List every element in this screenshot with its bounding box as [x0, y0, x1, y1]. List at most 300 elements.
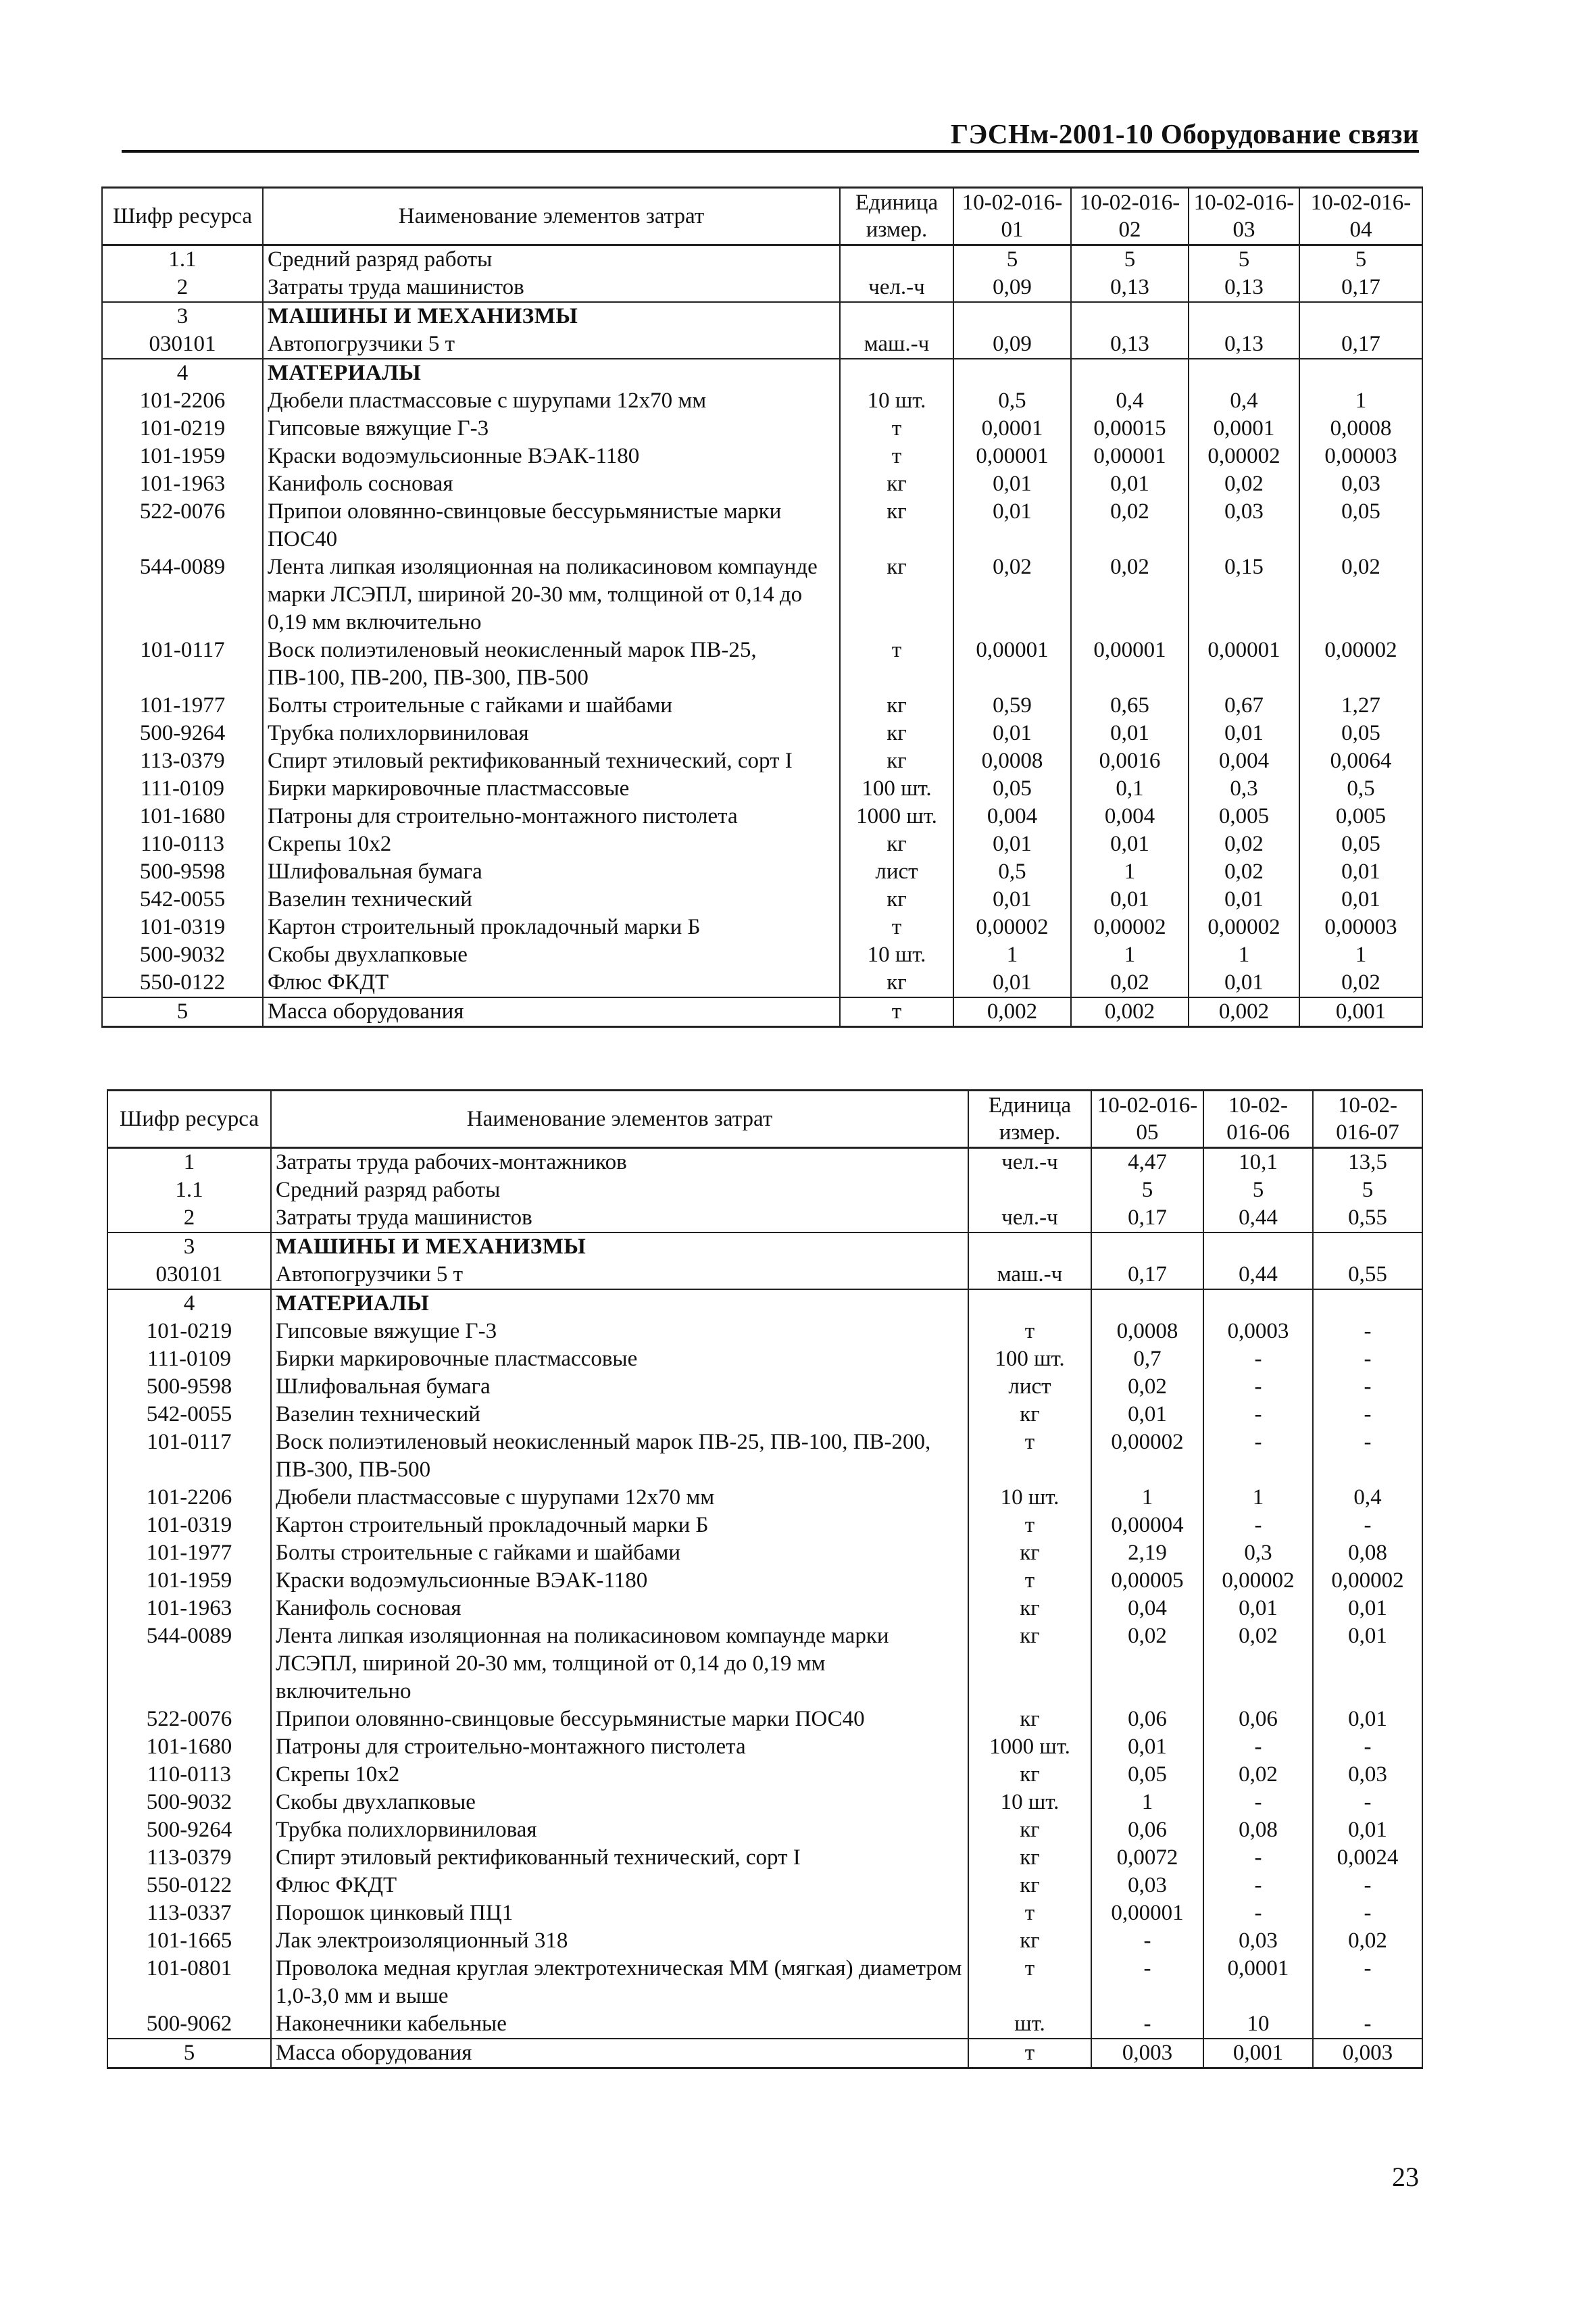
table-row — [102, 359, 1422, 387]
value-cell: - — [1091, 1955, 1203, 2010]
value-cell: 0,00002 — [953, 914, 1071, 941]
value-cell: 0,001 — [1299, 997, 1422, 1027]
table-row — [102, 775, 1422, 803]
value-cell: 0,44 — [1203, 1261, 1313, 1289]
value-cell: 0,01 — [1203, 1595, 1313, 1622]
table-row — [102, 886, 1422, 914]
value-cell: 5 — [1299, 245, 1422, 274]
value-cell: 0,01 — [1189, 886, 1299, 914]
cost-element-name: МАТЕРИАЛЫ — [271, 1289, 968, 1318]
cost-element-name: Патроны для строительно-монтажного пистолета — [263, 803, 840, 830]
value-cell: 0,02 — [1299, 969, 1422, 997]
cost-element-name: Масса оборудования — [263, 997, 840, 1027]
cost-element-name: Шлифовальная бумага — [263, 858, 840, 886]
value-cell: 0,01 — [1299, 858, 1422, 886]
value-cell: 0,01 — [953, 470, 1071, 498]
table-header-row — [102, 188, 1422, 245]
value-cell: 0,08 — [1313, 1539, 1422, 1567]
unit-cell: т — [840, 443, 953, 470]
value-cell: - — [1313, 1872, 1422, 1899]
value-cell: 0,02 — [1189, 858, 1299, 886]
value-cell: 0,01 — [1313, 1706, 1422, 1733]
unit-cell: кг — [968, 1844, 1091, 1872]
table-row — [107, 1733, 1422, 1761]
table-row — [107, 1318, 1422, 1345]
table-row — [107, 1761, 1422, 1789]
resource-code: 113-0379 — [102, 747, 263, 775]
unit-cell: т — [968, 1512, 1091, 1539]
table-row — [107, 1567, 1422, 1595]
resource-code: 550-0122 — [102, 969, 263, 997]
cost-element-name: МАШИНЫ И МЕХАНИЗМЫ — [271, 1233, 968, 1261]
unit-cell: т — [840, 914, 953, 941]
value-cell: 5 — [1189, 245, 1299, 274]
value-cell: - — [1203, 1899, 1313, 1927]
table-row — [107, 1289, 1422, 1318]
cost-element-name: Краски водоэмульсионные ВЭАК-1180 — [263, 443, 840, 470]
resource-code: 1 — [107, 1148, 271, 1177]
value-cell: 0,004 — [1071, 803, 1189, 830]
unit-cell: 10 шт. — [840, 387, 953, 415]
value-cell: 5 — [1091, 1176, 1203, 1204]
table-row — [102, 330, 1422, 359]
value-cell: 4,47 — [1091, 1148, 1203, 1177]
cost-element-name: Гипсовые вяжущие Г-3 — [263, 415, 840, 443]
unit-cell: чел.-ч — [840, 274, 953, 302]
value-cell: 5 — [1203, 1176, 1313, 1204]
column-header: Наименование элементов затрат — [263, 188, 840, 245]
table-row — [102, 969, 1422, 997]
value-cell: 0,01 — [1189, 969, 1299, 997]
value-cell: - — [1091, 1927, 1203, 1955]
value-cell: 0,4 — [1189, 387, 1299, 415]
cost-element-name: Скрепы 10x2 — [271, 1761, 968, 1789]
resource-code: 5 — [107, 2039, 271, 2068]
cost-element-name: Краски водоэмульсионные ВЭАК-1180 — [271, 1567, 968, 1595]
value-cell: 10 — [1203, 2010, 1313, 2039]
unit-cell: кг — [968, 1816, 1091, 1844]
unit-cell — [968, 1233, 1091, 1261]
unit-cell: кг — [968, 1539, 1091, 1567]
value-cell: 0,02 — [1313, 1927, 1422, 1955]
unit-cell: кг — [840, 969, 953, 997]
value-cell: 0,17 — [1299, 330, 1422, 359]
value-cell: 0,06 — [1091, 1706, 1203, 1733]
resource-code: 101-0319 — [102, 914, 263, 941]
cost-element-name: Болты строительные с гайками и шайбами — [263, 692, 840, 720]
value-cell: 0,5 — [953, 387, 1071, 415]
value-cell: 0,13 — [1189, 330, 1299, 359]
resource-code: 544-0089 — [102, 553, 263, 637]
value-cell: - — [1313, 1955, 1422, 2010]
column-header: 10-02-016-03 — [1189, 188, 1299, 245]
resource-code: 113-0379 — [107, 1844, 271, 1872]
value-cell: 0,00005 — [1091, 1567, 1203, 1595]
value-cell: 2,19 — [1091, 1539, 1203, 1567]
value-cell: - — [1203, 1373, 1313, 1401]
cost-element-name: Дюбели пластмассовые с шурупами 12x70 мм — [271, 1484, 968, 1512]
value-cell: 1 — [953, 941, 1071, 969]
value-cell: 0,13 — [1189, 274, 1299, 302]
value-cell: 0,06 — [1203, 1706, 1313, 1733]
resource-code: 101-1977 — [102, 692, 263, 720]
unit-cell: кг — [968, 1761, 1091, 1789]
page-number: 23 — [1392, 2162, 1419, 2192]
table-row — [102, 274, 1422, 302]
table-row — [107, 1816, 1422, 1844]
value-cell — [1189, 359, 1299, 387]
value-cell: 0,0024 — [1313, 1844, 1422, 1872]
value-cell: 0,03 — [1299, 470, 1422, 498]
value-cell: - — [1313, 2010, 1422, 2039]
value-cell: 0,00003 — [1299, 443, 1422, 470]
value-cell — [1189, 302, 1299, 330]
cost-element-name: Средний разряд работы — [271, 1176, 968, 1204]
unit-cell: кг — [840, 720, 953, 747]
table-row — [102, 747, 1422, 775]
resource-code: 500-9264 — [107, 1816, 271, 1844]
value-cell: 0,4 — [1071, 387, 1189, 415]
value-cell: 0,7 — [1091, 1345, 1203, 1373]
value-cell: 0,05 — [1091, 1761, 1203, 1789]
value-cell — [1091, 1289, 1203, 1318]
cost-element-name: Спирт этиловый ректификованный технический, сорт I — [271, 1844, 968, 1872]
value-cell: 0,0003 — [1203, 1318, 1313, 1345]
unit-cell: т — [968, 1567, 1091, 1595]
value-cell: 0,004 — [953, 803, 1071, 830]
table-row — [107, 1872, 1422, 1899]
table-row — [102, 858, 1422, 886]
cost-element-name: Флюс ФКДТ — [263, 969, 840, 997]
value-cell: 0,05 — [1299, 830, 1422, 858]
cost-element-name: Вазелин технический — [263, 886, 840, 914]
unit-cell — [968, 1176, 1091, 1204]
value-cell: 0,13 — [1071, 330, 1189, 359]
cost-element-name: Трубка полихлорвиниловая — [263, 720, 840, 747]
unit-cell: кг — [968, 1872, 1091, 1899]
unit-cell: т — [968, 1899, 1091, 1927]
table-row — [107, 1539, 1422, 1567]
value-cell: - — [1203, 1844, 1313, 1872]
unit-cell — [840, 359, 953, 387]
cost-element-name: Лента липкая изоляционная на поликасиновом компаунде марки ЛСЭПЛ, шириной 20-30 мм, толщиной от 0,14 до 0,19 мм включительно — [271, 1622, 968, 1706]
value-cell: 0,0016 — [1071, 747, 1189, 775]
value-cell — [1313, 1233, 1422, 1261]
unit-cell: 100 шт. — [840, 775, 953, 803]
value-cell: 0,00002 — [1091, 1428, 1203, 1484]
value-cell: 1 — [1299, 941, 1422, 969]
unit-cell — [968, 1289, 1091, 1318]
value-cell: 0,01 — [1071, 830, 1189, 858]
unit-cell: кг — [840, 830, 953, 858]
resource-code: 522-0076 — [102, 498, 263, 553]
value-cell: 5 — [1313, 1176, 1422, 1204]
value-cell: 0,00001 — [953, 443, 1071, 470]
value-cell: 0,03 — [1091, 1872, 1203, 1899]
unit-cell: т — [968, 2039, 1091, 2068]
unit-cell: кг — [840, 498, 953, 553]
table-row — [107, 2039, 1422, 2068]
column-header: 10-02-016-01 — [953, 188, 1071, 245]
unit-cell: кг — [840, 553, 953, 637]
resource-code: 5 — [102, 997, 263, 1027]
unit-cell: кг — [840, 470, 953, 498]
value-cell — [1091, 1233, 1203, 1261]
value-cell: - — [1203, 1872, 1313, 1899]
unit-cell: 10 шт. — [968, 1789, 1091, 1816]
cost-element-name: Порошок цинковый ПЦ1 — [271, 1899, 968, 1927]
value-cell: 0,002 — [953, 997, 1071, 1027]
resource-code: 1.1 — [102, 245, 263, 274]
value-cell: 0,17 — [1299, 274, 1422, 302]
unit-cell: т — [968, 1318, 1091, 1345]
column-header: Шифр ресурса — [102, 188, 263, 245]
value-cell: 0,01 — [953, 830, 1071, 858]
value-cell: 0,02 — [1071, 498, 1189, 553]
unit-cell: 1000 шт. — [968, 1733, 1091, 1761]
unit-cell: кг — [840, 747, 953, 775]
table-row — [107, 1512, 1422, 1539]
column-header: Единица измер. — [840, 188, 953, 245]
resource-code: 101-1977 — [107, 1539, 271, 1567]
value-cell: 0,09 — [953, 330, 1071, 359]
value-cell — [953, 359, 1071, 387]
value-cell — [1071, 302, 1189, 330]
cost-element-name: Затраты труда машинистов — [271, 1204, 968, 1233]
column-header: 10-02-016-05 — [1091, 1091, 1203, 1148]
unit-cell: т — [840, 415, 953, 443]
table-row — [102, 997, 1422, 1027]
value-cell: 0,03 — [1203, 1927, 1313, 1955]
value-cell: 0,0001 — [1203, 1955, 1313, 2010]
unit-cell: т — [840, 997, 953, 1027]
value-cell: 0,01 — [953, 498, 1071, 553]
resource-code: 101-1959 — [107, 1567, 271, 1595]
value-cell: 0,59 — [953, 692, 1071, 720]
resource-code: 111-0109 — [102, 775, 263, 803]
resource-code: 101-2206 — [107, 1484, 271, 1512]
unit-cell: лист — [968, 1373, 1091, 1401]
value-cell: - — [1203, 1428, 1313, 1484]
value-cell: 0,00004 — [1091, 1512, 1203, 1539]
value-cell: 0,005 — [1299, 803, 1422, 830]
column-header: Единица измер. — [968, 1091, 1091, 1148]
value-cell: 0,003 — [1091, 2039, 1203, 2068]
value-cell: 0,05 — [1299, 720, 1422, 747]
value-cell: 0,13 — [1071, 274, 1189, 302]
unit-cell: 1000 шт. — [840, 803, 953, 830]
table-row — [102, 498, 1422, 553]
value-cell: 0,5 — [953, 858, 1071, 886]
resource-table-1 — [101, 186, 1423, 1028]
value-cell: 0,00002 — [1203, 1567, 1313, 1595]
unit-cell: кг — [840, 692, 953, 720]
value-cell: 1,27 — [1299, 692, 1422, 720]
value-cell: 1 — [1071, 941, 1189, 969]
unit-cell: кг — [968, 1622, 1091, 1706]
value-cell — [1203, 1289, 1313, 1318]
value-cell: 0,00015 — [1071, 415, 1189, 443]
cost-element-name: Бирки маркировочные пластмассовые — [263, 775, 840, 803]
resource-code: 500-9598 — [107, 1373, 271, 1401]
cost-element-name: Наконечники кабельные — [271, 2010, 968, 2039]
value-cell: 0,00002 — [1313, 1567, 1422, 1595]
value-cell: 0,01 — [1071, 470, 1189, 498]
value-cell: 0,0064 — [1299, 747, 1422, 775]
value-cell: - — [1203, 1345, 1313, 1373]
unit-cell: 10 шт. — [968, 1484, 1091, 1512]
value-cell: 0,00001 — [1071, 637, 1189, 692]
value-cell: 0,00002 — [1071, 914, 1189, 941]
value-cell: 0,06 — [1091, 1816, 1203, 1844]
table-row — [102, 830, 1422, 858]
unit-cell: т — [840, 637, 953, 692]
cost-element-name: Проволока медная круглая электротехническая ММ (мягкая) диаметром 1,0-3,0 мм и выше — [271, 1955, 968, 2010]
value-cell: 0,01 — [1299, 886, 1422, 914]
value-cell: 0,00001 — [1189, 637, 1299, 692]
cost-element-name: Шлифовальная бумага — [271, 1373, 968, 1401]
value-cell: 0,01 — [953, 886, 1071, 914]
value-cell: 0,01 — [1091, 1733, 1203, 1761]
resource-code: 101-0219 — [107, 1318, 271, 1345]
value-cell: 0,00002 — [1189, 443, 1299, 470]
column-header: 10-02-016-07 — [1313, 1091, 1422, 1148]
value-cell: 0,00001 — [953, 637, 1071, 692]
value-cell: 0,002 — [1071, 997, 1189, 1027]
value-cell — [1299, 302, 1422, 330]
resource-code: 101-1963 — [102, 470, 263, 498]
header-title: ГЭСНм-2001-10 Оборудование связи — [950, 118, 1419, 149]
unit-cell: т — [968, 1428, 1091, 1484]
value-cell: 0,01 — [953, 969, 1071, 997]
cost-element-name: Автопогрузчики 5 т — [271, 1261, 968, 1289]
value-cell: 5 — [953, 245, 1071, 274]
value-cell: 10,1 — [1203, 1148, 1313, 1177]
table-row — [102, 941, 1422, 969]
value-cell: 0,002 — [1189, 997, 1299, 1027]
value-cell: 0,3 — [1203, 1539, 1313, 1567]
resource-code: 522-0076 — [107, 1706, 271, 1733]
value-cell: 1 — [1299, 387, 1422, 415]
table-row — [107, 1148, 1422, 1177]
value-cell: 0,44 — [1203, 1204, 1313, 1233]
table-row — [102, 443, 1422, 470]
value-cell: 0,0001 — [953, 415, 1071, 443]
value-cell: 0,00001 — [1071, 443, 1189, 470]
resource-code: 500-9062 — [107, 2010, 271, 2039]
column-header: 10-02-016-06 — [1203, 1091, 1313, 1148]
value-cell: - — [1313, 1373, 1422, 1401]
table-row — [107, 1484, 1422, 1512]
unit-cell: маш.-ч — [840, 330, 953, 359]
resource-code: 3 — [102, 302, 263, 330]
resource-code: 101-1963 — [107, 1595, 271, 1622]
cost-element-name: Дюбели пластмассовые с шурупами 12x70 мм — [263, 387, 840, 415]
value-cell: 1 — [1189, 941, 1299, 969]
value-cell — [1299, 359, 1422, 387]
value-cell: 0,01 — [1071, 886, 1189, 914]
unit-cell: чел.-ч — [968, 1148, 1091, 1177]
table-row — [102, 914, 1422, 941]
value-cell: - — [1091, 2010, 1203, 2039]
value-cell: 0,00001 — [1091, 1899, 1203, 1927]
table-header-row — [107, 1091, 1422, 1148]
table-row — [107, 1844, 1422, 1872]
cost-element-name: Болты строительные с гайками и шайбами — [271, 1539, 968, 1567]
unit-cell — [840, 302, 953, 330]
table-row — [107, 1373, 1422, 1401]
unit-cell: кг — [840, 886, 953, 914]
resource-code: 2 — [107, 1204, 271, 1233]
table-row — [107, 1176, 1422, 1204]
resource-code: 550-0122 — [107, 1872, 271, 1899]
value-cell: 1 — [1203, 1484, 1313, 1512]
unit-cell — [840, 245, 953, 274]
unit-cell: лист — [840, 858, 953, 886]
value-cell: 1 — [1091, 1484, 1203, 1512]
column-header: Шифр ресурса — [107, 1091, 271, 1148]
table-row — [107, 1261, 1422, 1289]
value-cell: 0,00002 — [1189, 914, 1299, 941]
value-cell — [953, 302, 1071, 330]
resource-code: 4 — [102, 359, 263, 387]
table-row — [107, 1899, 1422, 1927]
value-cell: 0,03 — [1313, 1761, 1422, 1789]
unit-cell: шт. — [968, 2010, 1091, 2039]
column-header: 10-02-016-02 — [1071, 188, 1189, 245]
cost-element-name: Спирт этиловый ректификованный технический, сорт I — [263, 747, 840, 775]
unit-cell: кг — [968, 1927, 1091, 1955]
value-cell: 0,17 — [1091, 1261, 1203, 1289]
table-row — [107, 1595, 1422, 1622]
value-cell: 0,01 — [1091, 1401, 1203, 1428]
resource-code: 4 — [107, 1289, 271, 1318]
resource-code: 111-0109 — [107, 1345, 271, 1373]
table-row — [107, 1789, 1422, 1816]
cost-element-name: Лента липкая изоляционная на поликасиновом компаунде марки ЛСЭПЛ, шириной 20-30 мм, толщиной от 0,14 до 0,19 мм включительно — [263, 553, 840, 637]
resource-code: 544-0089 — [107, 1622, 271, 1706]
resource-code: 101-2206 — [102, 387, 263, 415]
unit-cell: 100 шт. — [968, 1345, 1091, 1373]
value-cell: 0,67 — [1189, 692, 1299, 720]
table-row — [102, 302, 1422, 330]
resource-code: 110-0113 — [107, 1761, 271, 1789]
cost-element-name: Канифоль сосновая — [271, 1595, 968, 1622]
value-cell: 0,02 — [1091, 1373, 1203, 1401]
cost-element-name: Канифоль сосновая — [263, 470, 840, 498]
value-cell: 0,5 — [1299, 775, 1422, 803]
value-cell: 0,0072 — [1091, 1844, 1203, 1872]
column-header: Наименование элементов затрат — [271, 1091, 968, 1148]
value-cell: 0,15 — [1189, 553, 1299, 637]
resource-code: 110-0113 — [102, 830, 263, 858]
resource-code: 500-9032 — [107, 1789, 271, 1816]
value-cell: 0,03 — [1189, 498, 1299, 553]
resource-code: 101-1680 — [107, 1733, 271, 1761]
resource-code: 101-0319 — [107, 1512, 271, 1539]
cost-element-name: Воск полиэтиленовый неокисленный марок ПВ-25, ПВ-100, ПВ-200, ПВ-300, ПВ-500 — [271, 1428, 968, 1484]
cost-element-name: Припои оловянно-свинцовые бессурьмянистые марки ПОС40 — [271, 1706, 968, 1733]
value-cell: 0,05 — [953, 775, 1071, 803]
value-cell: 0,08 — [1203, 1816, 1313, 1844]
unit-cell: маш.-ч — [968, 1261, 1091, 1289]
value-cell: 0,005 — [1189, 803, 1299, 830]
value-cell: 0,0008 — [1299, 415, 1422, 443]
cost-element-name: Трубка полихлорвиниловая — [271, 1816, 968, 1844]
value-cell: 0,01 — [1071, 720, 1189, 747]
value-cell: - — [1313, 1512, 1422, 1539]
value-cell: - — [1203, 1789, 1313, 1816]
